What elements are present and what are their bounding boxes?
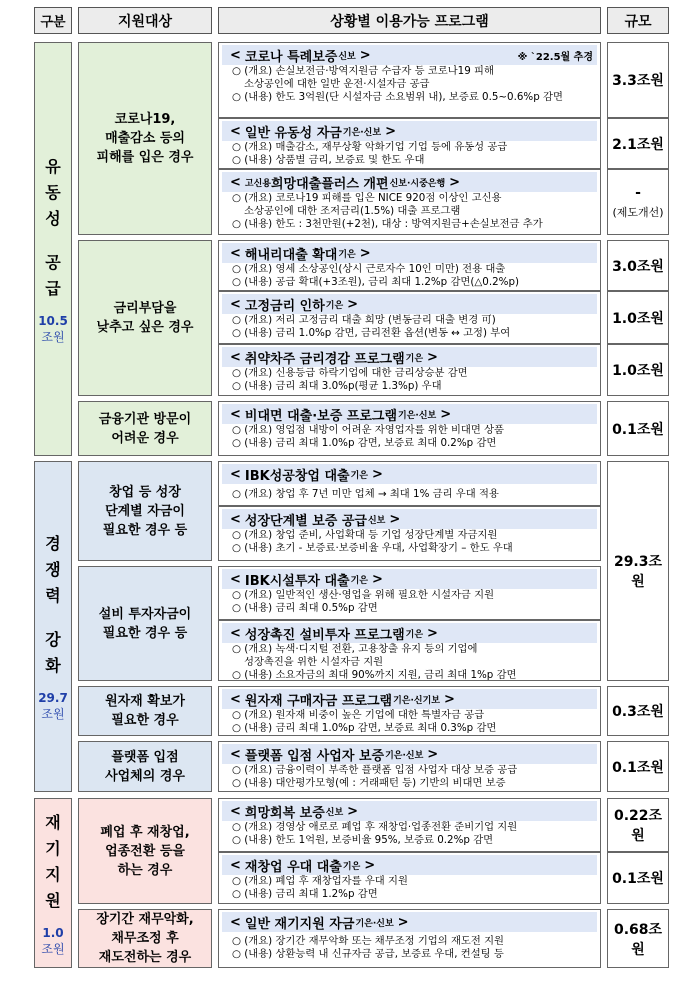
program-note: ※ `22.5월 추경 [517, 51, 593, 63]
program-line: ○ (개요) 코로나19 피해를 입은 NICE 920점 이상인 고신용 [232, 192, 502, 204]
category-char: 성 [45, 208, 61, 228]
program-line: ○ (내용) 상환능력 내 신규자금 공급, 보증료 우대, 컨설팅 등 [232, 948, 504, 960]
category-unit: 조원 [41, 707, 65, 721]
program-title: < IBK성공창업 대출 기은 > [222, 464, 597, 484]
program-line: ○ (내용) 한도 1억원, 보증비율 95%, 보증료 0.2%p 감면 [232, 834, 494, 846]
program-line: ○ (내용) 소요자금의 최대 90%까지 지원, 금리 최대 1%p 감면 [232, 669, 517, 681]
program-hope-loan-plus [218, 169, 601, 235]
program-title: < 비대면 대출·보증 프로그램 기은·신보 > [222, 404, 597, 424]
program-line: ○ (개요) 원자재 비중이 높은 기업에 대한 특별자금 공급 [232, 709, 485, 721]
scale-cell: 0.3조원 [607, 686, 669, 736]
category-amount: 10.5 [38, 313, 68, 328]
scale-cell: 0.22조원 [607, 798, 669, 852]
category-amount: 29.7 [38, 691, 68, 705]
category-char: 화 [45, 656, 61, 675]
scale-cell: 3.3조원 [607, 42, 669, 118]
target-rechallenge: 장기간 재무악화, 채무조정 후 재도전하는 경우 [78, 909, 212, 968]
program-line: ○ (개요) 영세 소상공인(상시 근로자수 10인 미만) 전용 대출 [232, 263, 506, 275]
scale-cell: 0.1조원 [607, 852, 669, 904]
target-visit-difficult: 금융기관 방문이 어려운 경우 [78, 401, 212, 456]
program-line: ○ (내용) 금리 최대 1.0%p 감면, 보증료 최대 0.2%p 감면 [232, 437, 497, 449]
program-line: ○ (내용) 금리 최대 1.2%p 감면 [232, 888, 378, 900]
scale-cell: 29.3조원 [607, 461, 669, 681]
program-line: ○ (내용) 금리 최대 1.0%p 감면, 보증료 최대 0.3%p 감면 [232, 722, 497, 734]
program-title: < 재창업 우대 대출 기은 > [222, 855, 597, 875]
category-char: 동 [45, 182, 61, 202]
target-growth-stage: 창업 등 성장 단계별 자금이 필요한 경우 등 [78, 461, 212, 561]
category-char: 쟁 [45, 560, 61, 579]
category-char: 원 [45, 890, 61, 910]
program-line: ○ (개요) 저리 고정금리 대출 희망 (변동금리 대출 변경 可) [232, 314, 496, 326]
program-line: ○ (개요) 금융이력이 부족한 플랫폼 입점 사업자 대상 보증 공급 [232, 764, 518, 776]
program-ibk-startup [218, 461, 601, 506]
program-line: ○ (내용) 상품별 금리, 보증료 및 한도 우대 [232, 154, 425, 166]
scale-cell: 0.68조원 [607, 909, 669, 968]
category-char: 급 [45, 278, 61, 298]
program-title: < 일반 유동성 자금 기은·신보 > [222, 121, 597, 141]
scale-cell: 0.1조원 [607, 741, 669, 792]
program-line: ○ (내용) 공급 확대(+3조원), 금리 최대 1.2%p 감면(△0.2%p) [232, 276, 520, 288]
program-general-rechallenge [218, 909, 601, 968]
program-title: < 해내리대출 확대 기은 > [222, 243, 597, 263]
program-line: 소상공인에 대한 일반 운전·시설자금 공급 [244, 78, 430, 90]
header-programs: 상황별 이용가능 프로그램 [218, 7, 601, 34]
program-line: ○ (개요) 장기간 재무악화 또는 채무조정 기업의 재도전 지원 [232, 935, 504, 947]
program-line: ○ (내용) 한도 3억원(단 시설자금 소요범위 내), 보증료 0.5~0.6%p 감면 [232, 91, 563, 103]
program-line: ○ (개요) 폐업 후 재창업자를 우대 지원 [232, 875, 408, 887]
program-title: < 고신용 희망대출플러스 개편 신보·시중은행 > [222, 172, 597, 192]
target-covid-damage: 코로나19, 매출감소 등의 피해를 입은 경우 [78, 42, 212, 235]
category-char: 공 [45, 252, 61, 272]
program-line: ○ (개요) 신용등급 하락기업에 대한 금리상승분 감면 [232, 367, 468, 379]
program-line: ○ (내용) 한도 : 3천만원(+2천), 대상 : 방역지원금+손실보전금 추가 [232, 218, 543, 230]
program-title: < 성장촉진 설비투자 프로그램 기은 > [222, 623, 597, 643]
program-growth-stage-guarantee [218, 506, 601, 561]
program-line: ○ (개요) 창업 후 7년 미만 업체 → 최대 1% 금리 우대 적용 [232, 488, 499, 500]
category-char: 경 [45, 534, 61, 553]
program-line: ○ (내용) 대안평가모형(예 : 거래패턴 등) 기반의 비대면 보증 [232, 777, 506, 789]
scale-cell: 3.0조원 [607, 240, 669, 291]
program-line: ○ (내용) 금리 최대 0.5%p 감면 [232, 602, 378, 614]
category-char: 강 [45, 630, 61, 649]
program-vulnerable-borrower [218, 344, 601, 396]
scale-cell: 2.1조원 [607, 118, 669, 169]
program-line: ○ (내용) 금리 최대 3.0%p(평균 1.3%p) 우대 [232, 380, 442, 392]
category-char: 유 [45, 156, 61, 176]
program-platform-guarantee [218, 741, 601, 792]
category-restart [34, 798, 72, 968]
category-competitiveness [34, 461, 72, 792]
program-title: < 희망회복 보증 신보 > [222, 801, 597, 821]
program-ibk-facility [218, 566, 601, 620]
program-title: < 플랫폼 입점 사업자 보증 기은·신보 > [222, 744, 597, 764]
program-line: ○ (개요) 경영상 애로로 폐업 후 재창업·업종전환 준비기업 지원 [232, 821, 518, 833]
category-char: 지 [45, 864, 61, 884]
category-unit: 조원 [41, 941, 65, 956]
program-contactless [218, 401, 601, 456]
header-scale: 규모 [607, 7, 669, 34]
program-covid-special-guarantee [218, 42, 601, 118]
scale-cell: 1.0조원 [607, 344, 669, 396]
program-title: < 취약차주 금리경감 프로그램 기은 > [222, 347, 597, 367]
program-raw-material [218, 686, 601, 736]
scale-cell: 0.1조원 [607, 401, 669, 456]
program-growth-facility [218, 620, 601, 681]
target-restart-business: 폐업 후 재창업, 업종전환 등을 하는 경우 [78, 798, 212, 904]
target-interest-burden: 금리부담을 낮추고 싶은 경우 [78, 240, 212, 396]
program-title: < 원자재 구매자금 프로그램 기은·신기보 > [222, 689, 597, 709]
program-title: < 성장단계별 보증 공급 신보 > [222, 509, 597, 529]
program-line: ○ (개요) 영업점 내방이 어려운 자영업자를 위한 비대면 상품 [232, 424, 504, 436]
scale-cell: - (제도개선) [607, 169, 669, 235]
category-char: 기 [45, 838, 61, 858]
program-line: ○ (개요) 녹색·디지털 전환, 고용창출 유지 등의 기업에 [232, 643, 478, 655]
target-platform: 플랫폼 입점 사업체의 경우 [78, 741, 212, 792]
program-title: < 코로나 특례보증 신보 > ※ `22.5월 추경 [222, 45, 597, 65]
category-unit: 조원 [41, 329, 65, 344]
program-line: ○ (개요) 창업 준비, 사업확대 등 기업 성장단계별 자금지원 [232, 529, 498, 541]
category-char: 재 [45, 812, 61, 832]
header-category: 구분 [34, 7, 72, 34]
program-line: 소상공인에 대한 조저금리(1.5%) 대출 프로그램 [244, 205, 461, 217]
category-char: 력 [45, 586, 61, 605]
program-line: ○ (개요) 일반적인 생산·영업을 위해 필요한 시설자금 지원 [232, 589, 495, 601]
program-title: < 일반 재기지원 자금 기은·신보 > [222, 912, 597, 932]
program-restart-loan [218, 852, 601, 904]
program-fixed-rate-cut [218, 291, 601, 344]
category-liquidity [34, 42, 72, 456]
program-line: ○ (내용) 초기 - 보증료·보증비율 우대, 사업확장기 – 한도 우대 [232, 542, 513, 554]
program-line: 성장촉진을 위한 시설자금 지원 [244, 656, 384, 668]
target-facility-invest: 설비 투자자금이 필요한 경우 등 [78, 566, 212, 681]
category-amount: 1.0 [42, 925, 64, 940]
scale-cell: 1.0조원 [607, 291, 669, 344]
header-target: 지원대상 [78, 7, 212, 34]
program-general-liquidity [218, 118, 601, 169]
program-line: ○ (개요) 매출감소, 재무상황 악화기업 기업 등에 유동성 공급 [232, 141, 508, 153]
program-hope-recovery [218, 798, 601, 852]
program-title: < 고정금리 인하 기은 > [222, 294, 597, 314]
program-line: ○ (내용) 금리 1.0%p 감면, 금리전환 옵션(변동 ↔ 고정) 부여 [232, 327, 511, 339]
program-haenaeri-loan [218, 240, 601, 291]
program-title: < IBK시설투자 대출 기은 > [222, 569, 597, 589]
target-raw-material: 원자재 확보가 필요한 경우 [78, 686, 212, 736]
program-line: ○ (개요) 손실보전금·방역지원금 수급자 등 코로나19 피해 [232, 65, 494, 77]
